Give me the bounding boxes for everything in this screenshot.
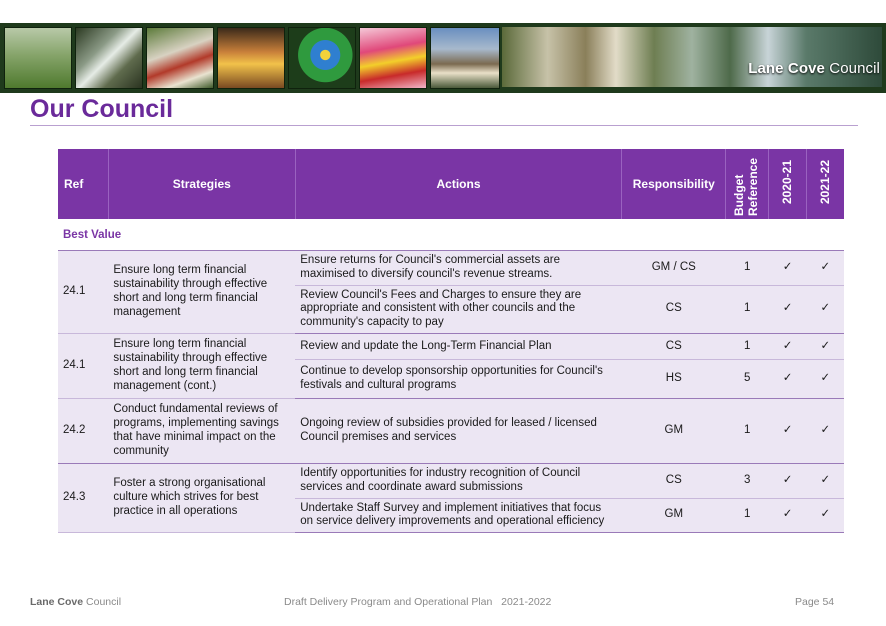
table-row	[58, 251, 844, 286]
budget-cell: 1	[726, 333, 769, 359]
header-strategies: Strategies	[108, 149, 295, 219]
photo-market-image	[217, 27, 285, 89]
responsibility-cell: GM	[622, 498, 726, 533]
budget-cell: 1	[726, 251, 769, 286]
photo-park-image	[4, 27, 72, 89]
action-cell: Review Council's Fees and Charges to ensure they are appropriate and consistent with other councils and the community's capacity to pay	[295, 285, 622, 333]
check-2021-22: ✓	[807, 398, 844, 463]
action-cell: Identify opportunities for industry recognition of Council services and coordinate award submissions	[295, 463, 622, 498]
action-cell: Undertake Staff Survey and implement initiatives that focus on service delivery improvements and operational efficiency	[295, 498, 622, 533]
check-2021-22: ✓	[807, 251, 844, 286]
strategy-cell: Conduct fundamental reviews of programs, implementing savings that have minimal impact on the community	[108, 398, 295, 463]
check-2021-22: ✓	[807, 285, 844, 333]
photo-streetscape-image	[502, 27, 882, 87]
budget-cell: 1	[726, 285, 769, 333]
action-cell: Ongoing review of subsidies provided for leased / licensed Council premises and services	[295, 398, 622, 463]
table-row	[58, 398, 844, 463]
check-2021-22: ✓	[807, 359, 844, 398]
check-2020-21: ✓	[769, 333, 807, 359]
title-divider	[30, 125, 858, 126]
photo-parrot-image	[288, 27, 356, 89]
footer-organisation: Lane Cove Council	[30, 596, 122, 608]
header-year-2021-22: 2021-22	[807, 149, 844, 219]
budget-cell: 1	[726, 498, 769, 533]
responsibility-cell: GM / CS	[622, 251, 726, 286]
budget-cell: 1	[726, 398, 769, 463]
table-row	[58, 463, 844, 498]
delivery-plan-table	[58, 149, 844, 533]
budget-cell: 5	[726, 359, 769, 398]
ref-cell: 24.1	[58, 333, 108, 398]
check-2020-21: ✓	[769, 251, 807, 286]
brand-logo: Lane Cove Council	[748, 60, 880, 77]
check-2020-21: ✓	[769, 285, 807, 333]
photo-dancers-image	[146, 27, 214, 89]
header-responsibility: Responsibility	[622, 149, 726, 219]
check-2021-22: ✓	[807, 463, 844, 498]
footer-document-title: Draft Delivery Program and Operational Plan 2021-2022	[284, 596, 552, 608]
strategy-cell: Ensure long term financial sustainability through effective short and long term financial management (cont.)	[108, 333, 295, 398]
section-row	[58, 219, 844, 251]
responsibility-cell: CS	[622, 285, 726, 333]
header-budget-reference: Budget Reference	[726, 149, 769, 219]
strategy-cell: Ensure long term financial sustainability through effective short and long term financial management	[108, 251, 295, 334]
header-year-2020-21: 2020-21	[769, 149, 807, 219]
photo-performer-image	[359, 27, 427, 89]
header-banner	[0, 23, 886, 93]
budget-cell: 3	[726, 463, 769, 498]
header-ref: Ref	[58, 149, 108, 219]
photo-waterfall-image	[75, 27, 143, 89]
section-title: Best Value	[58, 219, 844, 251]
check-2020-21: ✓	[769, 359, 807, 398]
ref-cell: 24.3	[58, 463, 108, 532]
header-actions: Actions	[295, 149, 622, 219]
check-2020-21: ✓	[769, 463, 807, 498]
check-2021-22: ✓	[807, 498, 844, 533]
ref-cell: 24.2	[58, 398, 108, 463]
footer-page-number: Page 54	[795, 596, 835, 608]
action-cell: Review and update the Long-Term Financial Plan	[295, 333, 622, 359]
action-cell: Ensure returns for Council's commercial assets are maximised to diversify council's revenue streams.	[295, 251, 622, 286]
table-header-row	[58, 149, 844, 219]
page-title: Our Council	[30, 95, 174, 123]
strategy-cell: Foster a strong organisational culture which strives for best practice in all operations	[108, 463, 295, 532]
ref-cell: 24.1	[58, 251, 108, 334]
check-2020-21: ✓	[769, 498, 807, 533]
responsibility-cell: HS	[622, 359, 726, 398]
action-cell: Continue to develop sponsorship opportunities for Council's festivals and cultural programs	[295, 359, 622, 398]
check-2020-21: ✓	[769, 398, 807, 463]
responsibility-cell: CS	[622, 333, 726, 359]
table-row	[58, 333, 844, 359]
photo-building-image	[430, 27, 500, 89]
responsibility-cell: CS	[622, 463, 726, 498]
check-2021-22: ✓	[807, 333, 844, 359]
responsibility-cell: GM	[622, 398, 726, 463]
